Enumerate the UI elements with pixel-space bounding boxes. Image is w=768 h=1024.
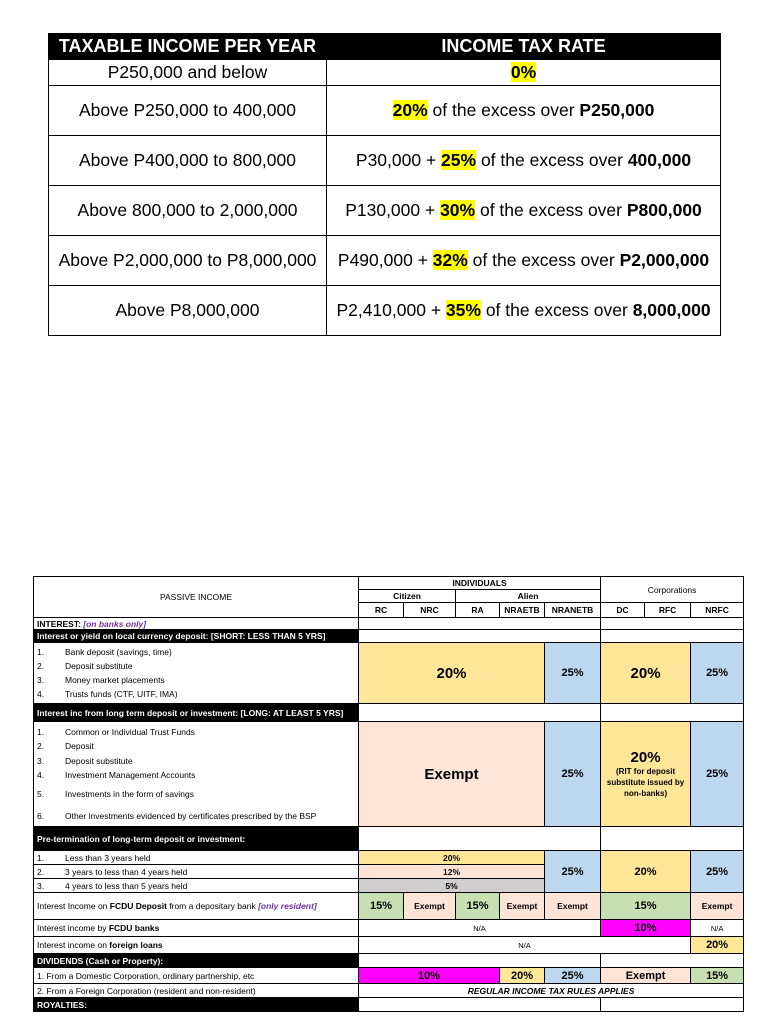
list-item: 2. Deposit substitute [37, 661, 133, 671]
col-rfc: RFC [645, 603, 691, 618]
foreign-loans-individual-rate: N/A [359, 937, 691, 954]
fcdu-nraetb-rate: Exempt [500, 893, 545, 920]
tax-table-row [49, 186, 721, 236]
pretermination-item: 3. 4 years to less than 5 years held [34, 879, 359, 893]
rate-text: of the excess over [475, 200, 627, 220]
interest-label: INTEREST: [on banks only] [34, 618, 359, 630]
income-tax-rate-header: INCOME TAX RATE [327, 34, 721, 60]
tax-rate [327, 236, 721, 286]
long-term-title: Interest inc from long term deposit or investment: [LONG: AT LEAST 5 YRS] [34, 704, 359, 722]
col-nrc: NRC [404, 603, 456, 618]
rate-percent: 20% [392, 100, 428, 120]
rate-text: of the excess over [480, 300, 633, 320]
rate-percent: 32% [432, 250, 468, 270]
long-dc-rfc-cell [601, 722, 691, 827]
corporations-header: Corporations [601, 577, 744, 603]
fcdu-nranetb-rate: Exempt [545, 893, 601, 920]
fcdu-banks-nrfc-rate: N/A [691, 920, 744, 937]
income-bracket: Above P400,000 to 800,000 [49, 136, 327, 186]
tax-rate [327, 60, 721, 86]
rate-percent: 30% [440, 200, 476, 220]
passive-income-table [33, 576, 744, 1012]
rate-fixed: P2,410,000 + [336, 300, 446, 320]
long-nrfc-rate: 25% [691, 722, 744, 827]
pretermination-title: Pre-termination of long-term deposit or investment: [34, 827, 359, 851]
rate-percent: 35% [445, 300, 481, 320]
tax-rate [327, 86, 721, 136]
tax-table-row [49, 136, 721, 186]
long-dc-rfc-note: (RIT for deposit substitute issued by non-banks) [606, 767, 685, 798]
dividends-domestic-label: 1. From a Domestic Corporation, ordinary partnership, etc [34, 968, 359, 984]
fcdu-nrc-rate: Exempt [404, 893, 456, 920]
col-ra: RA [456, 603, 500, 618]
col-nrfc: NRFC [691, 603, 744, 618]
long-individual-rate: Exempt [359, 722, 545, 827]
list-item: 1. Bank deposit (savings, time) [37, 647, 172, 657]
dividends-title: DIVIDENDS (Cash or Property): [34, 954, 359, 968]
list-item: 2. Deposit [37, 741, 94, 751]
interest-note: [on banks only] [83, 618, 147, 629]
alien-header: Alien [456, 590, 601, 603]
rate-fixed: P490,000 + [337, 250, 433, 270]
pretermination-item: 2. 3 years to less than 4 years held [34, 865, 359, 879]
tax-table-row [49, 60, 721, 86]
rate-fixed: P30,000 + [355, 150, 442, 170]
short-term-title: Interest or yield on local currency deposit: [SHORT: LESS THAN 5 YRS] [34, 630, 359, 643]
rate-text: of the excess over [467, 250, 620, 270]
dividends-domestic-individual-rate: 10% [359, 968, 500, 984]
income-bracket: Above P8,000,000 [49, 286, 327, 336]
fcdu-deposit-label: Interest Income on FCDU Deposit from a depositary bank [only resident] [34, 893, 359, 920]
rate-percent: 25% [441, 150, 477, 170]
short-individual-rate: 20% [359, 643, 545, 704]
income-bracket: Above P250,000 to 400,000 [49, 86, 327, 136]
pretermination-rate: 5% [359, 879, 545, 893]
list-item: 3. Deposit substitute [37, 755, 133, 766]
long-dc-rfc-rate: 20% [630, 749, 661, 766]
rate-percent: 0% [510, 62, 537, 82]
rate-base: P800,000 [626, 200, 702, 220]
list-item: 5. Investments in the form of savings [37, 788, 194, 799]
dividends-foreign-value: REGULAR INCOME TAX RULES APPLIES [359, 984, 744, 998]
rate-text: of the excess over [427, 100, 580, 120]
pretermination-nrfc-rate: 25% [691, 851, 744, 893]
foreign-loans-nrfc-rate: 20% [691, 937, 744, 954]
list-item: 4. Trusts funds (CTF, UITF, IMA) [37, 689, 178, 699]
rate-base: 400,000 [627, 150, 692, 170]
fcdu-banks-label: Interest income by FCDU banks [34, 920, 359, 937]
col-rc: RC [359, 603, 404, 618]
fcdu-rc-rate: 15% [359, 893, 404, 920]
short-nranetb-rate: 25% [545, 643, 601, 704]
dividends-domestic-nranetb-rate: 25% [545, 968, 601, 984]
fcdu-nrfc-rate: Exempt [691, 893, 744, 920]
col-dc: DC [601, 603, 645, 618]
individuals-header: INDIVIDUALS [359, 577, 601, 590]
short-term-list [34, 643, 359, 704]
rate-base: P2,000,000 [619, 250, 710, 270]
passive-income-header: PASSIVE INCOME [34, 577, 359, 618]
rate-fixed: P130,000 + [345, 200, 441, 220]
income-bracket: Above P2,000,000 to P8,000,000 [49, 236, 327, 286]
list-item: 3. Money market placements [37, 675, 165, 685]
short-nrfc-rate: 25% [691, 643, 744, 704]
income-tax-rate-table [48, 33, 721, 336]
rate-base: P250,000 [579, 100, 655, 120]
pretermination-dc-rfc-rate: 20% [601, 851, 691, 893]
long-nranetb-rate: 25% [545, 722, 601, 827]
list-item: 6. Other investments evidenced by certificates prescribed by the BSP [37, 811, 317, 821]
tax-rate [327, 186, 721, 236]
tax-rate [327, 286, 721, 336]
col-nraetb: NRAETB [500, 603, 545, 618]
tax-table-header-row [49, 34, 721, 60]
fcdu-ra-rate: 15% [456, 893, 500, 920]
income-bracket: P250,000 and below [49, 60, 327, 86]
short-dc-rfc-rate: 20% [601, 643, 691, 704]
pretermination-rate: 20% [359, 851, 545, 865]
dividends-domestic-dc-rfc-rate: Exempt [601, 968, 691, 984]
foreign-loans-label: Interest income on foreign loans [34, 937, 359, 954]
fcdu-banks-individual-rate: N/A [359, 920, 601, 937]
pretermination-rate: 12% [359, 865, 545, 879]
tax-table-row [49, 86, 721, 136]
pretermination-item: 1. Less than 3 years held [34, 851, 359, 865]
tax-table-row [49, 286, 721, 336]
tax-rate [327, 136, 721, 186]
tax-table-row [49, 236, 721, 286]
rate-text: of the excess over [476, 150, 628, 170]
list-item: 4. Investment Management Accounts [37, 770, 196, 780]
rate-base: 8,000,000 [632, 300, 711, 320]
citizen-header: Citizen [359, 590, 456, 603]
col-nranetb: NRANETB [545, 603, 601, 618]
fcdu-dc-rfc-rate: 15% [601, 893, 691, 920]
list-item: 1. Common or Individual Trust Funds [37, 726, 195, 737]
income-bracket: Above 800,000 to 2,000,000 [49, 186, 327, 236]
dividends-domestic-nrfc-rate: 15% [691, 968, 744, 984]
taxable-income-header: TAXABLE INCOME PER YEAR [49, 34, 327, 60]
royalties-title: ROYALTIES: [34, 998, 359, 1012]
pretermination-nranetb-rate: 25% [545, 851, 601, 893]
fcdu-banks-dc-rfc-rate: 10% [601, 920, 691, 937]
dividends-foreign-label: 2. From a Foreign Corporation (resident and non-resident) [34, 984, 359, 998]
long-term-list [34, 722, 359, 827]
dividends-domestic-nraetb-rate: 20% [500, 968, 545, 984]
